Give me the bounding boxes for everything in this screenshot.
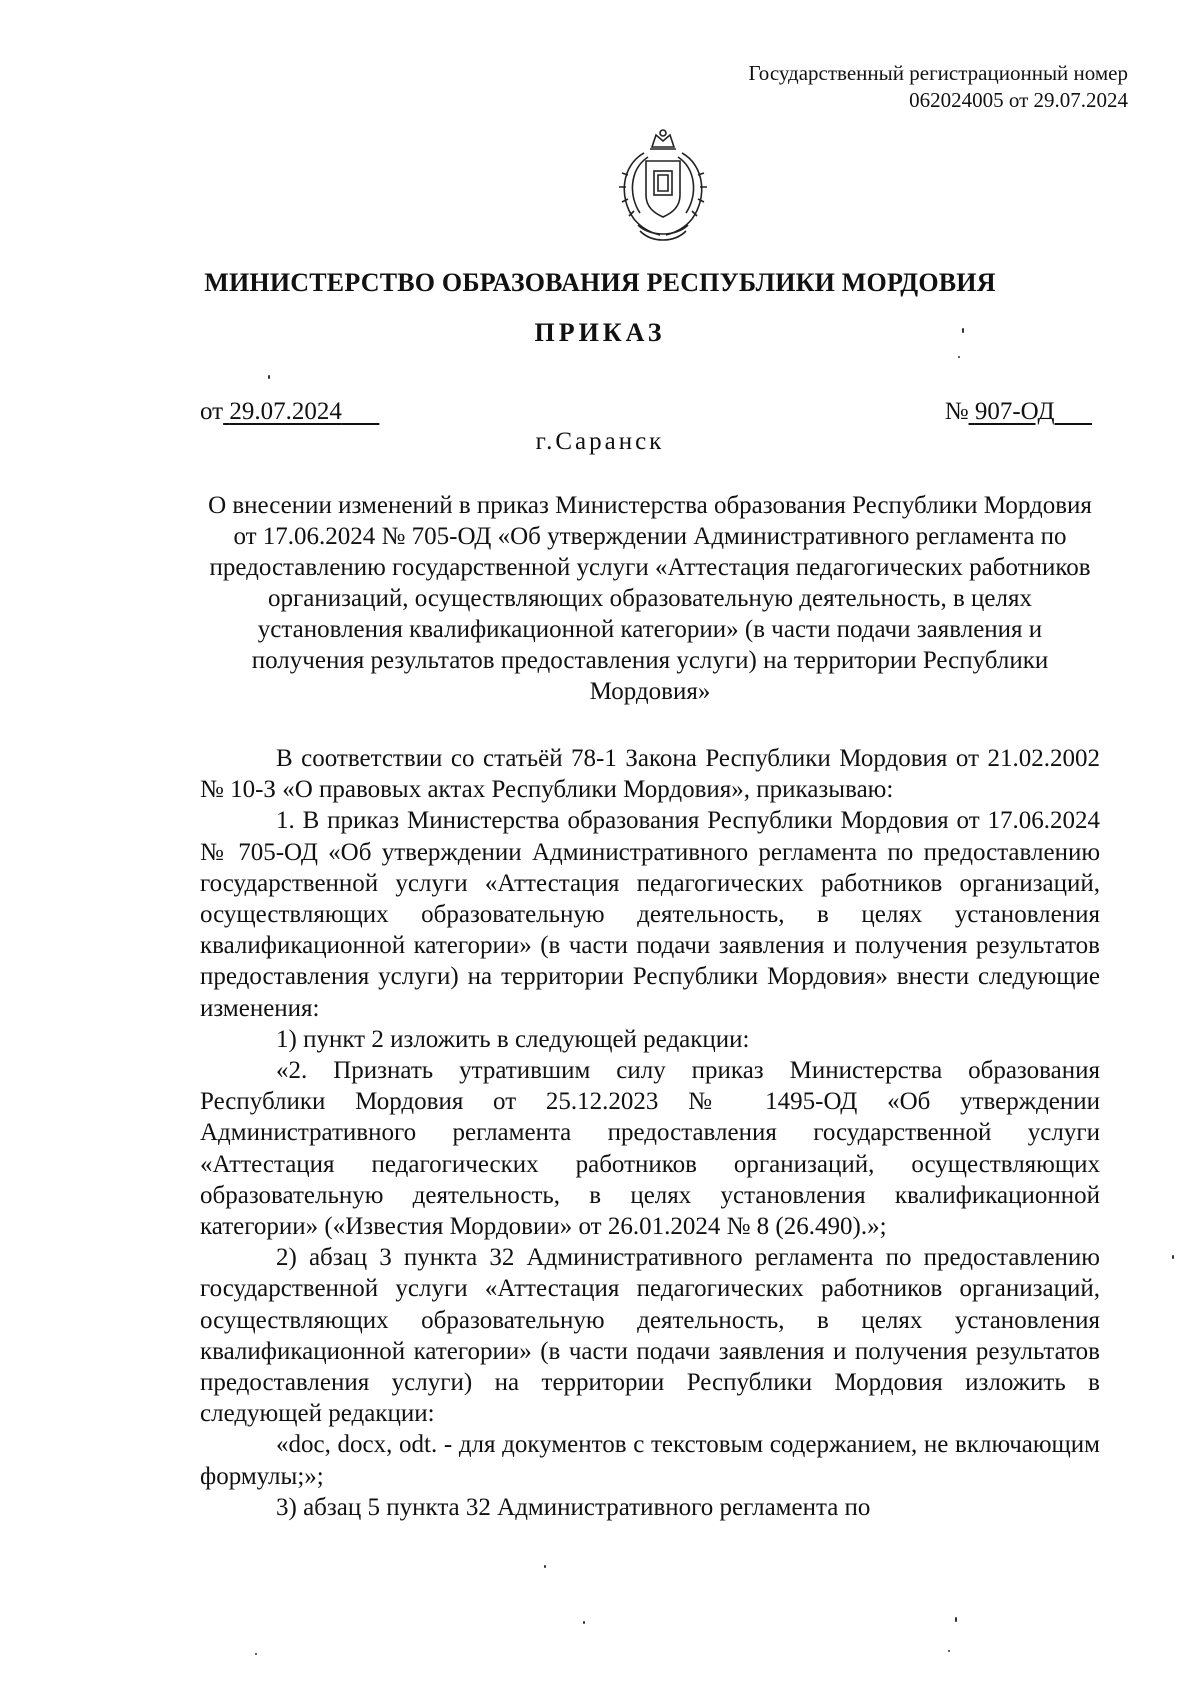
order-title: О внесении изменений в приказ Министерства образования Республики Мордовия от 17.06.2024 № 705-ОД «Об утверждении Административного регламента по предоставлению государственной услуги «Аттестация педагогических работников организаций, осуществляющих образовательную деятельность, в целях установления квалификационной категории» (в части подачи заявления и получения результатов предоставления услуги) на территории Республики Мордовия» — [208, 492, 1092, 705]
scan-speck — [962, 328, 964, 333]
paragraph: В соответствии со статьёй 78-1 Закона Республики Мордовия от 21.02.2002 № 10-З «О правовых актах Республики Мордовия», приказываю: — [200, 745, 1100, 804]
paragraph: 1. В приказ Министерства образования Республики Мордовия от 17.06.2024 № 705-ОД «Об утверждении Административного регламента по предоставлению государственной услуги «Аттестация педагогических работников организаций, осуществляющих образовательную деятельность, в целях установления квалификационной категории» (в части подачи заявления и получения результатов предоставления услуги) на территории Республики Мордовия» внести следующие изменения: — [200, 807, 1100, 1022]
order-body — [200, 743, 1100, 1523]
date-prefix: от — [200, 398, 224, 425]
scan-speck — [1172, 1255, 1174, 1259]
paragraph: 2) абзац 3 пункта 32 Административного регламента по предоставлению государственной услуги «Аттестация педагогических работников организаций, осуществляющих образовательную деятельность, в целях установления квалификационной категории» (в части подачи заявления и получения результатов предоставления услуги) на территории Республики Мордовия изложить в следующей редакции: — [200, 1244, 1100, 1428]
coat-of-arms-emblem-icon — [604, 125, 722, 247]
ministry-name: МИНИСТЕРСТВО ОБРАЗОВАНИЯ РЕСПУБЛИКИ МОРДОВИЯ — [204, 268, 996, 297]
registration-block — [749, 60, 1128, 114]
paragraph: 3) абзац 5 пункта 32 Административного регламента по — [276, 1493, 871, 1521]
order-date — [200, 398, 379, 426]
scan-speck — [544, 1565, 546, 1568]
number-value: 907-ОД — [974, 398, 1055, 425]
paragraph: 1) пункт 2 изложить в следующей редакции: — [276, 1025, 750, 1053]
order-number — [945, 398, 1092, 426]
city: г.Саранск — [535, 428, 665, 455]
scan-speck — [583, 1621, 585, 1624]
scan-speck — [958, 356, 960, 358]
scan-speck — [948, 1650, 950, 1652]
scan-speck — [268, 375, 270, 379]
scan-speck — [955, 1617, 957, 1622]
date-value: 29.07.2024 — [229, 398, 342, 425]
registration-line-2: 062024005 от 29.07.2024 — [909, 88, 1128, 112]
paragraph: «2. Признать утратившим силу приказ Министерства образования Республики Мордовия от 25.12.2023 № 1495-ОД «Об утверждении Административного регламента предоставления государственной услуги «Аттестация педагогических работников организаций, осуществляющих образовательную деятельность, в целях установления квалификационной категории» («Известия Мордовии» от 26.01.2024 № 8 (26.490).»; — [200, 1057, 1100, 1241]
paragraph: «doc, docx, odt. - для документов с текстовым содержанием, не включающим формулы;»; — [200, 1431, 1100, 1490]
number-prefix: № — [944, 398, 969, 425]
scan-speck — [255, 1653, 257, 1655]
registration-line-1: Государственный регистрационный номер — [748, 61, 1128, 85]
order-heading: ПРИКАЗ — [534, 318, 666, 347]
